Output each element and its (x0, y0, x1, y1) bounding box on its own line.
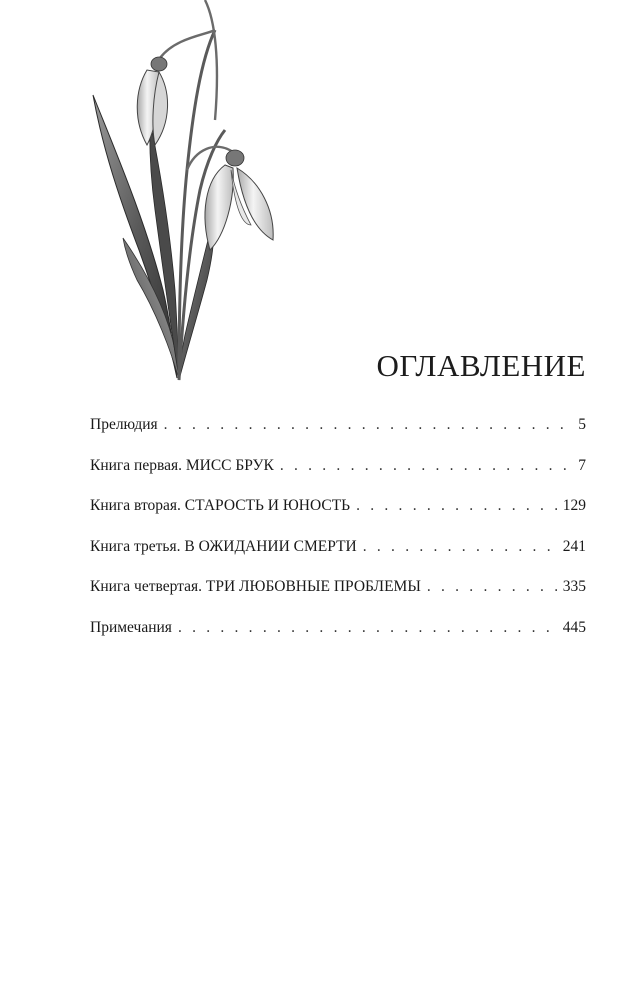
toc-entry-label: Прелюдия (90, 416, 158, 433)
snowdrop-illustration (75, 0, 315, 385)
toc-entry-page: 241 (562, 537, 586, 555)
toc-entry-page: 335 (562, 578, 586, 595)
dot-leader (356, 497, 557, 515)
upper-arch-stem (160, 0, 217, 120)
toc-entry[interactable] (90, 578, 586, 619)
toc-entry-label: Книга вторая. СТАРОСТЬ И ЮНОСТЬ (90, 497, 351, 514)
lower-flower (205, 150, 273, 250)
toc-entry-page: 129 (562, 497, 586, 514)
dot-leader (178, 619, 557, 637)
dot-leader (363, 538, 557, 556)
toc-entry[interactable] (90, 538, 586, 579)
dot-leader (427, 578, 557, 596)
toc-entry[interactable] (90, 416, 586, 457)
back-leaf (150, 120, 179, 378)
dot-leader (280, 457, 572, 475)
toc-entry-label: Книга четвертая. ТРИ ЛЮБОВНЫЕ ПРОБЛЕМЫ (90, 578, 421, 595)
toc-entry-label: Книга первая. МИСС БРУК (90, 456, 274, 474)
toc-entry[interactable] (90, 497, 586, 538)
dot-leader (164, 416, 573, 434)
toc-entry-page: 445 (562, 618, 586, 636)
toc-entry-page: 7 (578, 456, 586, 474)
toc-entry-page: 5 (578, 416, 586, 433)
toc-list (90, 416, 586, 659)
toc-entry[interactable] (90, 619, 586, 660)
upper-flower (137, 57, 167, 145)
toc-title: ОГЛАВЛЕНИЕ (376, 348, 586, 383)
toc-entry[interactable] (90, 457, 586, 498)
toc-entry-label: Книга третья. В ОЖИДАНИИ СМЕРТИ (90, 537, 357, 555)
toc-entry-label: Примечания (90, 618, 172, 636)
